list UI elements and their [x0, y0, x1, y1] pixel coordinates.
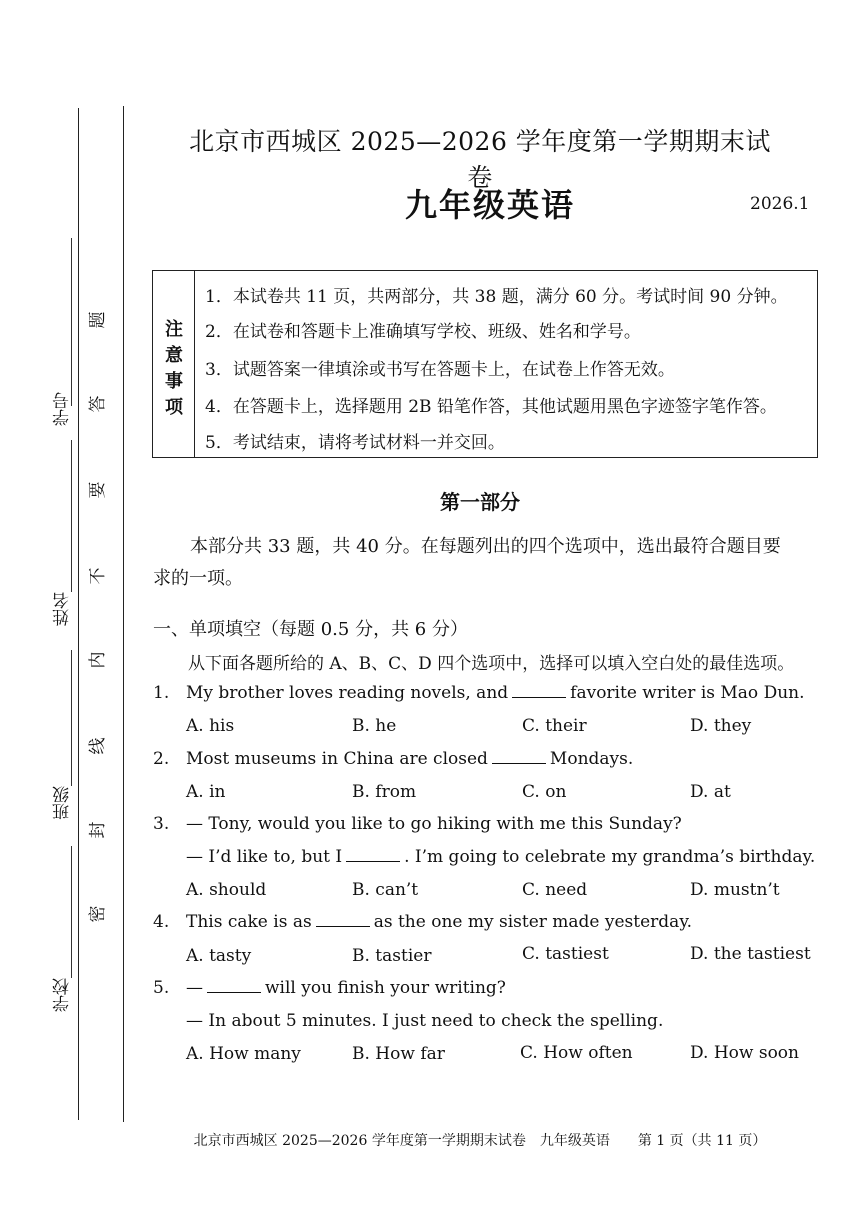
option-c: C. tastiest	[522, 944, 609, 964]
notice-item: 5．考试结束，请将考试材料一并交回。	[205, 433, 505, 453]
option-b: B. from	[352, 782, 417, 802]
option-b: B. tastier	[352, 946, 432, 966]
stem-before: —	[186, 978, 203, 998]
question-number: 3.	[153, 814, 170, 834]
class-line	[71, 650, 72, 786]
part-intro-line2: 求的一项。	[153, 568, 243, 589]
question-dialog-line: — Tony, would you like to go hiking with me this Sunday?	[186, 814, 682, 834]
seal-char-da: 答	[88, 395, 108, 413]
notice-heading-char: 项	[165, 397, 183, 418]
notice-heading-char: 事	[165, 371, 183, 392]
option-b: B. How far	[352, 1044, 445, 1064]
notice-box	[152, 270, 818, 458]
seal-char-xian: 线	[88, 737, 108, 755]
answer-blank	[346, 847, 400, 862]
question-stem	[186, 912, 692, 932]
stem-before: My brother loves reading novels, and	[186, 683, 509, 703]
stem-after: Mondays.	[549, 749, 634, 769]
option-a: A. tasty	[186, 946, 252, 966]
option-d: D. mustn’t	[690, 880, 780, 900]
student-id-line	[71, 238, 72, 406]
option-c: C. their	[522, 716, 587, 736]
answer-blank	[492, 749, 546, 764]
page-footer: 北京市西城区 2025—2026 学年度第一学期期末试卷 九年级英语 第 1 页（共 11 页）	[193, 1133, 767, 1149]
question-number: 1.	[153, 683, 170, 703]
question-stem	[186, 978, 506, 998]
option-d: D. at	[690, 782, 731, 802]
name-label: 姓名	[53, 592, 73, 626]
seal-char-nei: 内	[88, 651, 108, 669]
option-d: D. the tastiest	[690, 944, 811, 964]
option-a: A. should	[186, 880, 267, 900]
question-number: 5.	[153, 978, 170, 998]
option-c: C. need	[522, 880, 588, 900]
seal-char-bu: 不	[88, 567, 108, 585]
student-id-label: 学号	[53, 392, 73, 426]
notice-heading-char: 意	[165, 345, 183, 366]
part-title: 第一部分	[440, 490, 520, 514]
option-c: C. How often	[520, 1043, 633, 1063]
school-label: 学校	[53, 978, 73, 1012]
option-b: B. can’t	[352, 880, 419, 900]
notice-item: 4．在答题卡上，选择题用 2B 铅笔作答，其他试题用黑色字迹签字笔作答。	[205, 397, 777, 417]
option-a: A. his	[186, 716, 235, 736]
question-number: 4.	[153, 912, 170, 932]
seal-char-ti: 题	[88, 311, 108, 329]
question-dialog-line: — In about 5 minutes. I just need to check the spelling.	[186, 1011, 664, 1031]
option-b: B. he	[352, 716, 397, 736]
subject-title: 九年级英语	[404, 186, 575, 224]
binding-inner-line	[123, 106, 124, 1122]
question-stem	[186, 847, 815, 867]
notice-item: 3．试题答案一律填涂或书写在答题卡上，在试卷上作答无效。	[205, 360, 675, 380]
stem-after: favorite writer is Mao Dun.	[570, 683, 805, 703]
section-instruction: 从下面各题所给的 A、B、C、D 四个选项中，选择可以填入空白处的最佳选项。	[188, 654, 795, 674]
stem-before: Most museums in China are closed	[186, 749, 488, 769]
seal-char-yao: 要	[88, 481, 108, 499]
question-stem	[186, 749, 633, 769]
option-c: C. on	[522, 782, 567, 802]
seal-char-mi: 密	[88, 905, 108, 923]
option-d: D. How soon	[690, 1043, 799, 1063]
section-title: 一、单项填空（每题 0.5 分，共 6 分）	[153, 619, 468, 640]
part-intro-line1: 本部分共 33 题，共 40 分。在每题列出的四个选项中，选出最符合题目要	[190, 536, 781, 557]
binding-outer-line	[78, 108, 79, 1120]
question-stem	[186, 683, 805, 703]
name-line	[71, 440, 72, 592]
class-label: 班级	[53, 786, 73, 820]
answer-blank	[207, 978, 261, 993]
stem-after: . I’m going to celebrate my grandma’s birthday.	[404, 847, 816, 867]
option-d: D. they	[690, 716, 752, 736]
stem-after: will you finish your writing?	[265, 978, 506, 998]
notice-item: 2．在试卷和答题卡上准确填写学校、班级、姓名和学号。	[205, 322, 641, 342]
exam-title: 北京市西城区 2025—2026 学年度第一学期期末试卷	[189, 127, 771, 192]
stem-before: — I’d like to, but I	[186, 847, 343, 867]
exam-date: 2026.1	[750, 194, 810, 214]
answer-blank	[316, 912, 370, 927]
notice-heading-char: 注	[165, 319, 183, 340]
stem-after: as the one my sister made yesterday.	[373, 912, 693, 932]
option-a: A. How many	[186, 1044, 301, 1064]
seal-char-feng: 封	[88, 821, 108, 839]
school-line	[71, 846, 72, 978]
option-a: A. in	[186, 782, 226, 802]
answer-blank	[512, 683, 566, 698]
stem-before: This cake is as	[186, 912, 312, 932]
notice-item: 1．本试卷共 11 页，共两部分，共 38 题，满分 60 分。考试时间 90 分钟。	[205, 287, 788, 307]
question-number: 2.	[153, 749, 170, 769]
notice-heading	[153, 271, 195, 457]
